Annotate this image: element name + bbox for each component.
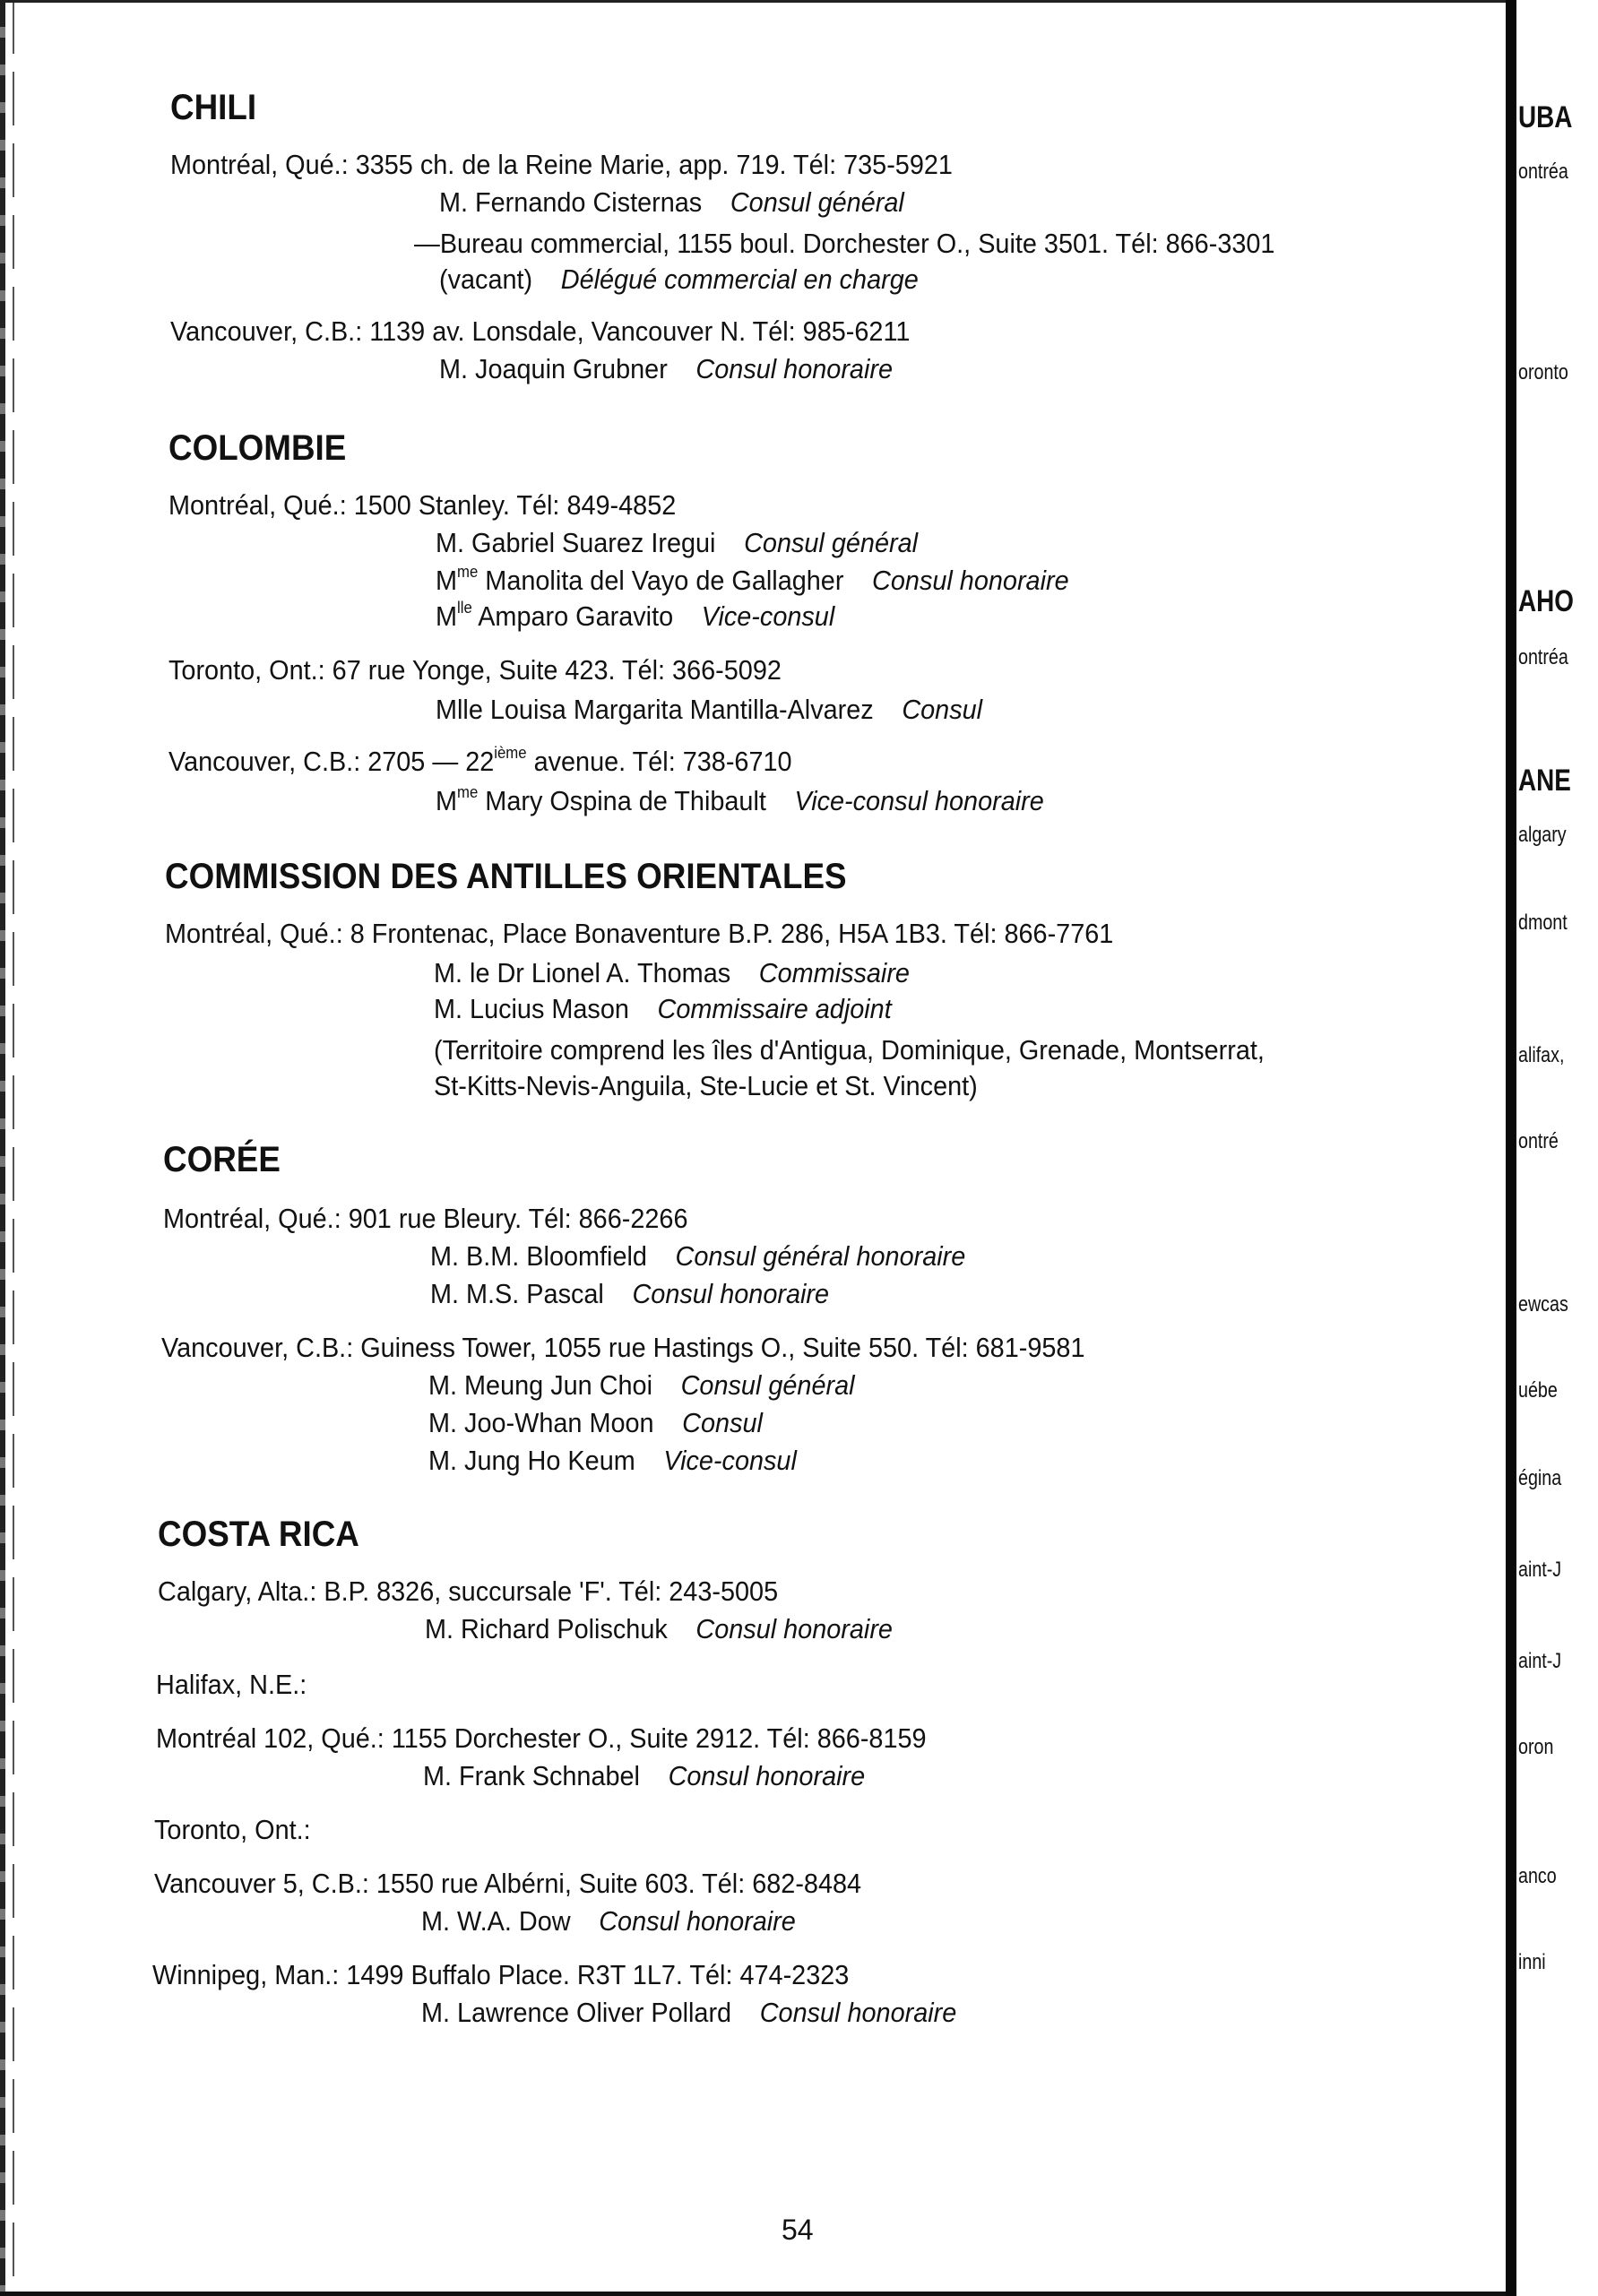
- adjacent-fragment: ontré: [1518, 1129, 1559, 1153]
- chili-vancouver-address: Vancouver, C.B.: 1139 av. Lonsdale, Vancouver N. Tél: 985-6211: [170, 315, 911, 347]
- contact-title: Commissaire: [758, 957, 910, 988]
- coree-contact-4: [428, 1407, 763, 1439]
- adjacent-fragment: ewcas: [1518, 1292, 1568, 1316]
- adjacent-fragment: aint-J: [1518, 1558, 1562, 1582]
- adjacent-fragment: anco: [1518, 1864, 1557, 1888]
- adjacent-fragment: alifax,: [1518, 1043, 1565, 1067]
- contact-prefix: M: [436, 785, 458, 816]
- contact-title: Consul honoraire: [668, 1760, 866, 1791]
- colombie-montreal-address: Montréal, Qué.: 1500 Stanley. Tél: 849-4852: [168, 489, 677, 521]
- adjacent-fragment: AHO: [1518, 584, 1574, 618]
- contact-name: M. Meung Jun Choi: [428, 1369, 652, 1401]
- contact-name: M. le Dr Lionel A. Thomas: [434, 957, 731, 988]
- coree-vancouver-address: Vancouver, C.B.: Guiness Tower, 1055 rue Hastings O., Suite 550. Tél: 681-9581: [161, 1332, 1085, 1363]
- adjacent-fragment: aint-J: [1518, 1649, 1562, 1673]
- contact-name: M. M.S. Pascal: [430, 1278, 604, 1309]
- contact-name: M. W.A. Dow: [421, 1905, 571, 1937]
- contact-name: Mary Ospina de Thibault: [485, 785, 766, 816]
- contact-title: Consul honoraire: [872, 565, 1069, 596]
- section-heading-coree: CORÉE: [163, 1140, 281, 1179]
- contact-title: Consul: [902, 694, 983, 725]
- contact-title: Commissaire adjoint: [657, 993, 892, 1024]
- colombie-contact-3: [436, 599, 834, 633]
- contact-title: Vice-consul: [701, 600, 835, 632]
- adjacent-fragment: ontréa: [1518, 645, 1568, 669]
- contact-name: Manolita del Vayo de Gallagher: [485, 565, 844, 596]
- adjacent-page-fragment: [1516, 0, 1598, 2296]
- antilles-territory-note-cont: St-Kitts-Nevis-Anguila, Ste-Lucie et St. Vincent): [434, 1070, 978, 1101]
- colombie-contact-5: [436, 783, 1044, 817]
- contact-prefix-sup: lle: [457, 599, 472, 617]
- adjacent-fragment: oronto: [1518, 360, 1568, 384]
- contact-name: M. Jung Ho Keum: [428, 1445, 635, 1476]
- adjacent-fragment: algary: [1518, 823, 1567, 847]
- coree-contact-5: [428, 1445, 797, 1477]
- contact-name: M. Lucius Mason: [434, 993, 629, 1024]
- costa-rica-contact-1: [425, 1613, 893, 1645]
- contact-title: Consul général: [680, 1369, 855, 1401]
- antilles-contact-2: [434, 993, 892, 1025]
- section-heading-costa-rica: COSTA RICA: [158, 1515, 359, 1554]
- costa-rica-halifax: Halifax, N.E.:: [156, 1669, 307, 1700]
- adjacent-fragment: ANE: [1518, 764, 1571, 798]
- adjacent-fragment: uébe: [1518, 1378, 1558, 1403]
- ordinal-sup: ième: [494, 744, 527, 762]
- costa-rica-winnipeg-address: Winnipeg, Man.: 1499 Buffalo Place. R3T 1L7. Tél: 474-2323: [152, 1959, 850, 1990]
- chili-contact-2: [439, 263, 919, 296]
- page-number: 54: [782, 2214, 814, 2246]
- page-gutter-bar: [1506, 0, 1516, 2296]
- contact-title: Consul honoraire: [695, 353, 893, 384]
- adjacent-fragment: inni: [1518, 1950, 1546, 1974]
- coree-contact-2: [430, 1278, 829, 1310]
- contact-name: M. Lawrence Oliver Pollard: [421, 1997, 732, 2028]
- contact-title: Vice-consul honoraire: [794, 785, 1044, 816]
- colombie-toronto-address: Toronto, Ont.: 67 rue Yonge, Suite 423. Tél: 366-5092: [168, 654, 782, 686]
- contact-name: M. Fernando Cisternas: [439, 186, 703, 218]
- coree-montreal-address: Montréal, Qué.: 901 rue Bleury. Tél: 866-2266: [163, 1203, 688, 1234]
- colombie-contact-2: [436, 563, 1069, 597]
- costa-rica-contact-4: [421, 1997, 956, 2029]
- adjacent-fragment: oron: [1518, 1735, 1554, 1759]
- chili-montreal-address: Montréal, Qué.: 3355 ch. de la Reine Marie, app. 719. Tél: 735-5921: [170, 149, 953, 180]
- contact-title: Consul honoraire: [759, 1997, 957, 2028]
- chili-contact-3: [439, 353, 893, 385]
- antilles-montreal-address: Montréal, Qué.: 8 Frontenac, Place Bonaventure B.P. 286, H5A 1B3. Tél: 866-7761: [165, 918, 1114, 949]
- costa-rica-contact-2: [423, 1760, 865, 1792]
- contact-name: M. Joo-Whan Moon: [428, 1407, 654, 1438]
- chili-bureau-commercial: —Bureau commercial, 1155 boul. Dorchester O., Suite 3501. Tél: 866-3301: [414, 228, 1275, 259]
- colombie-vancouver-address: [168, 744, 792, 778]
- contact-title: Consul honoraire: [632, 1278, 830, 1309]
- contact-title: Consul général: [730, 186, 904, 218]
- address-text: avenue. Tél: 738-6710: [533, 746, 792, 777]
- contact-title: Consul général: [744, 527, 919, 558]
- colombie-contact-4: [436, 694, 982, 726]
- adjacent-fragment: dmont: [1518, 911, 1568, 935]
- contact-prefix-sup: me: [457, 783, 479, 801]
- coree-contact-3: [428, 1369, 855, 1402]
- costa-rica-vancouver-address: Vancouver 5, C.B.: 1550 rue Albérni, Suite 603. Tél: 682-8484: [154, 1868, 862, 1899]
- contact-title: Consul général honoraire: [675, 1240, 966, 1272]
- colombie-contact-1: [436, 527, 918, 559]
- contact-name: M. Richard Polischuk: [425, 1613, 668, 1644]
- contact-title: Consul honoraire: [599, 1905, 796, 1937]
- contact-prefix-sup: me: [457, 563, 479, 581]
- contact-name: M. Gabriel Suarez Iregui: [436, 527, 716, 558]
- adjacent-fragment: UBA: [1518, 100, 1573, 134]
- contact-title: Vice-consul: [663, 1445, 797, 1476]
- contact-title: Délégué commercial en charge: [560, 263, 919, 295]
- address-text: Vancouver, C.B.: 2705 — 22: [168, 746, 495, 777]
- contact-name: M. Joaquin Grubner: [439, 353, 668, 384]
- costa-rica-toronto: Toronto, Ont.:: [154, 1814, 311, 1845]
- coree-contact-1: [430, 1240, 965, 1273]
- contact-name: Amparo Garavito: [478, 600, 674, 632]
- contact-prefix: M: [436, 565, 458, 596]
- contact-title: Consul honoraire: [695, 1613, 893, 1644]
- antilles-territory-note: (Territoire comprend les îles d'Antigua, Dominique, Grenade, Montserrat,: [434, 1034, 1265, 1066]
- chili-contact-1: [439, 186, 904, 219]
- antilles-contact-1: [434, 957, 910, 989]
- section-heading-colombie: COLOMBIE: [168, 428, 347, 468]
- costa-rica-contact-3: [421, 1905, 796, 1938]
- adjacent-fragment: égina: [1518, 1466, 1562, 1490]
- contact-prefix: M: [436, 600, 458, 632]
- contact-name: M. Frank Schnabel: [423, 1760, 640, 1791]
- contact-name: Mlle Louisa Margarita Mantilla-Alvarez: [436, 694, 874, 725]
- contact-title: Consul: [682, 1407, 763, 1438]
- contact-name: M. B.M. Bloomfield: [430, 1240, 647, 1272]
- adjacent-fragment: ontréa: [1518, 160, 1568, 184]
- costa-rica-calgary-address: Calgary, Alta.: B.P. 8326, succursale 'F'. Tél: 243-5005: [158, 1575, 779, 1607]
- contact-name: (vacant): [439, 263, 533, 295]
- costa-rica-montreal-address: Montréal 102, Qué.: 1155 Dorchester O., Suite 2912. Tél: 866-8159: [156, 1722, 927, 1754]
- section-heading-antilles: COMMISSION DES ANTILLES ORIENTALES: [165, 857, 847, 896]
- section-heading-chili: CHILI: [170, 88, 257, 127]
